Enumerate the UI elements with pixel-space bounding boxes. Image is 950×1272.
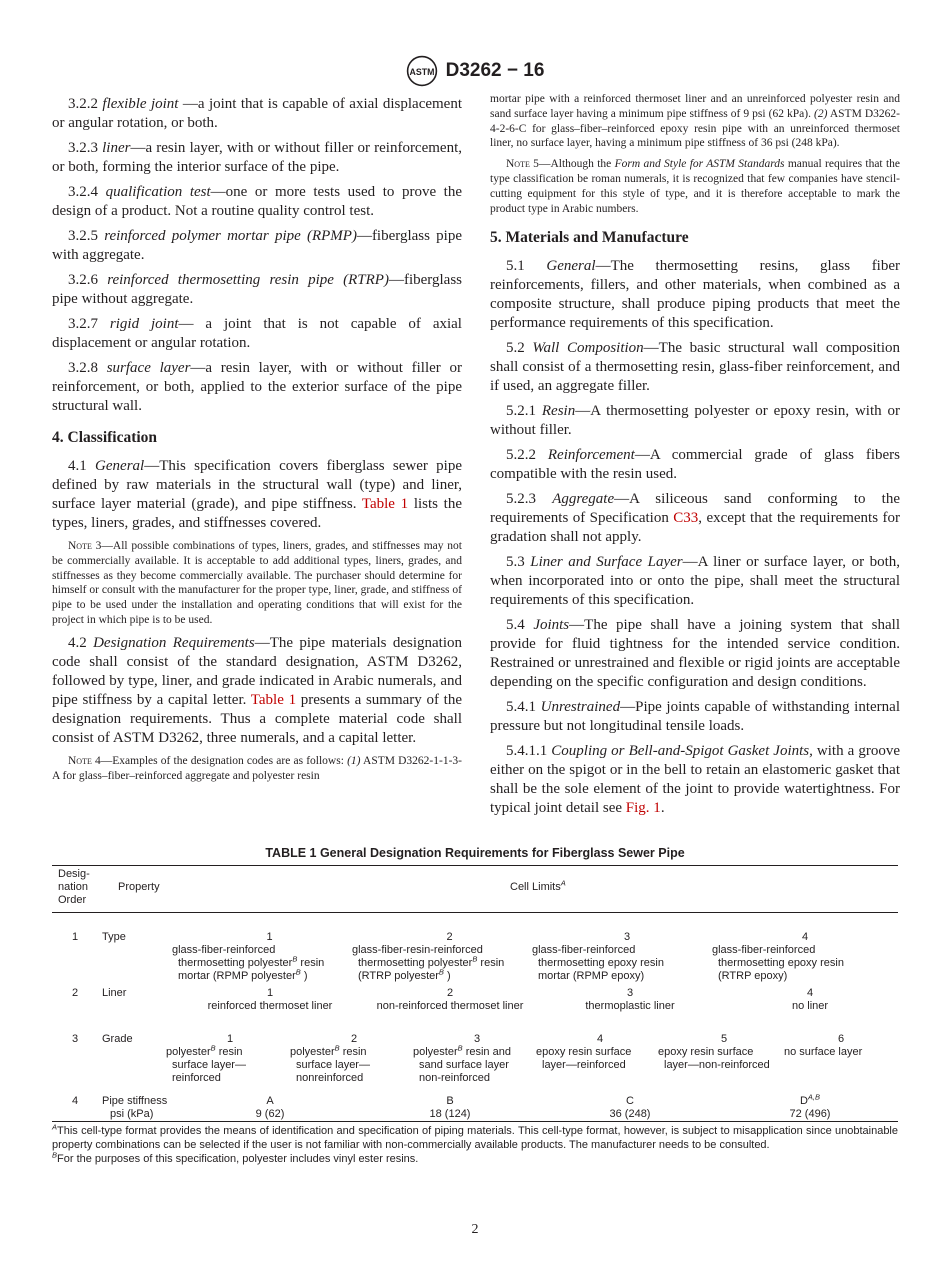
row-liner-order: 2 xyxy=(72,987,79,999)
stiffness-cell-a: A 9 (62) xyxy=(255,1095,285,1120)
type-cell-4: 4 glass-fiber-reinforced thermosetting epoxy resin (RTRP epoxy) xyxy=(712,931,844,982)
row-type-order: 1 xyxy=(72,931,79,943)
c33-link[interactable]: C33 xyxy=(673,510,699,527)
para-3-2-8: 3.2.8 surface layer—a resin layer, with or without filler or reinforcement, or both, applied to the exterior surface of the pipe structural wall. xyxy=(52,360,463,414)
astm-logo-icon xyxy=(406,55,438,87)
para-3-2-4: 3.2.4 qualification test—one or more tests used to prove the design of a product. Not a routine quality control test. xyxy=(52,184,463,219)
table-1-link[interactable]: Table 1 xyxy=(250,691,297,708)
para-3-2-7: 3.2.7 rigid joint— a joint that is not capable of axial displacement or angular rotation. xyxy=(52,316,462,351)
table-1 xyxy=(52,846,898,1166)
row-type-property: Type xyxy=(102,931,126,943)
para-3-2-2: 3.2.2 flexible joint —a joint that is capable of axial displacement or angular rotation, or both. xyxy=(52,96,462,131)
para-5-3: 5.3 Liner and Surface Layer—A liner or surface layer, or both, when incorporated into or onto the pipe, shall meet the structural requirements of this specification. xyxy=(490,554,900,609)
liner-cell-1: 1 reinforced thermoset liner xyxy=(207,987,333,1012)
para-3-2-3: 3.2.3 liner—a resin layer, with or without filler or reinforcement, or both, forming the interior surface of the pipe. xyxy=(52,140,462,175)
header-designation-order: Desig- nation Order xyxy=(58,868,90,906)
table-footnotes xyxy=(52,1122,898,1166)
note-4-continued: mortar pipe with a reinforced thermoset liner and an unreinforced polyester resin and sand surface layer having a minimum pipe stiffness of 9 psi (62 kPa). (2) ASTM D3262-4-2-6-C for glass–fiber–reinforced epoxy resin pipe with an unreinforced thermoset liner, no surface layer, having a minimum pipe stiffness of 36 psi (248 kPa). xyxy=(490,93,900,150)
footnote-a: $^A$This cell-type format provides the means of identification and specification of piping materials. This cell-type format, however, is subject to misapplication since unobtainable property combinations can be selected if the user is not familiar with non-commercially available products. The manufacturer needs to be consulted. xyxy=(52,1122,898,1151)
type-cell-1: 1 glass-fiber-reinforced thermosetting polyester$^B$ resin mortar (RPMP polyester$^B$ ) xyxy=(172,931,325,982)
table-title: TABLE 1 General Designation Requirements for Fiberglass Sewer Pipe xyxy=(265,846,685,860)
page-header xyxy=(0,55,950,87)
liner-cell-3: 3 thermoplastic liner xyxy=(585,987,675,1012)
stiffness-cell-b: B 18 (124) xyxy=(429,1095,471,1120)
liner-cell-4: 4 no liner xyxy=(791,987,829,1012)
svg-text:ASTM: ASTM xyxy=(409,67,435,77)
row-grade-order: 3 xyxy=(72,1033,79,1045)
note-5: Note 5—Although the Form and Style for ASTM Standards manual requires that the type classification be roman numerals, it is recognized that few companies have stencil-cutting equipment for this style of type, and it is therefore acceptable to mark the product type in Arabic numbers. xyxy=(490,158,900,215)
para-5-4: 5.4 Joints—The pipe shall have a joining system that shall provide for fluid tightness for the intended service condition. Restrained or unrestrained and flexible or rigid joints are acceptable depending on the specific configuration and design conditions. xyxy=(490,617,901,691)
para-5-2: 5.2 Wall Composition—The basic structural wall composition shall consist of a thermosetting resin, glass-fiber reinforcement, and if used, an aggregate filler. xyxy=(490,340,901,395)
para-5-2-2: 5.2.2 Reinforcement—A commercial grade of glass fibers compatible with the resin used. xyxy=(490,447,900,483)
section-5-heading: 5. Materials and Manufacture xyxy=(490,229,689,247)
para-3-2-6: 3.2.6 reinforced thermosetting resin pipe (RTRP)—fiberglass pipe without aggregate. xyxy=(52,272,463,307)
table-body xyxy=(52,913,898,1121)
row-grade-property: Grade xyxy=(102,1033,133,1045)
table-1-link[interactable]: Table 1 xyxy=(361,496,409,512)
page-number: 2 xyxy=(471,1222,479,1237)
para-5-4-1: 5.4.1 Unrestrained—Pipe joints capable of withstanding internal pressure but not longitudinal tensile loads. xyxy=(490,699,900,735)
para-5-2-1: 5.2.1 Resin—A thermosetting polyester or epoxy resin, with or without filler. xyxy=(490,403,900,439)
note-4: Note 4—Examples of the designation codes are as follows: (1) ASTM D3262-1-1-3-A for glass–fiber–reinforced aggregate and polyester resin xyxy=(52,754,462,782)
para-4-2: 4.2 Designation Requirements—The pipe materials designation code shall consist of the standard designation, ASTM D3262, followed by type, liner, and grade indicated in Arabic numerals, and pipe stiffness by a capital letter. Table 1 presents a summary of the designation requirements. Thus a complete material code shall consist of ASTM D3262, three numerals, and a capital letter. xyxy=(52,634,462,746)
header-cell-limits: Cell Limits$^A$ xyxy=(510,878,566,893)
stiffness-cell-c: C 36 (248) xyxy=(609,1095,651,1120)
para-5-2-3: 5.2.3 Aggregate—A siliceous sand conforming to the requirements of Specification C33, except that the requirements for gradation shall not apply. xyxy=(490,491,901,546)
fig-1-link[interactable]: Fig. 1 xyxy=(625,800,661,817)
grade-cell-5: 5 epoxy resin surface layer—non-reinforced xyxy=(658,1033,770,1071)
note-3: Note 3—All possible combinations of types, liners, grades, and stiffnesses may not be commercially available. It is acceptable to add additional types, liners, grades, and stiffnesses as they become commercially available. The purchaser should determine for himself or consult with the manufacturer for the proper type, liner, grade, and stiffness of pipe to be used under the installation and operating conditions that will exist for the project in which pipe is to be used. xyxy=(52,540,463,626)
document-designation: D3262 − 16 xyxy=(445,60,545,81)
row-stiffness-order: 4 xyxy=(72,1095,79,1107)
section-4-heading: 4. Classification xyxy=(52,429,158,446)
right-column xyxy=(490,92,900,824)
para-3-2-5: 3.2.5 reinforced polymer mortar pipe (RPMP)—fiberglass pipe with aggregate. xyxy=(52,228,462,263)
header-property: Property xyxy=(118,881,160,893)
grade-cell-2: 2 polyester$^B$ resin surface layer— nonreinforced xyxy=(290,1033,370,1084)
type-cell-3: 3 glass-fiber-reinforced thermosetting epoxy resin mortar (RPMP epoxy) xyxy=(532,931,664,982)
footnote-b: $^B$For the purposes of this specification, polyester includes vinyl ester resins. xyxy=(52,1150,419,1165)
para-4-1: 4.1 General—This specification covers fiberglass sewer pipe defined by raw materials in the structural wall (type) and liner, surface layer material (grade), and pipe stiffness. Table 1 lists the types, liners, grades, and stiffnesses covered. xyxy=(52,458,462,531)
type-cell-2: 2 glass-fiber-resin-reinforced thermosetting polyester$^B$ resin (RTRP polyester$^B$ ) xyxy=(352,931,505,982)
grade-cell-3: 3 polyester$^B$ resin and sand surface layer non-reinforced xyxy=(413,1033,511,1084)
row-stiffness-property: Pipe stiffness psi (kPa) xyxy=(102,1095,168,1120)
grade-cell-4: 4 epoxy resin surface layer—reinforced xyxy=(536,1033,632,1071)
grade-cell-1: 1 polyester$^B$ resin surface layer— reinforced xyxy=(166,1033,246,1084)
para-5-4-1-1: 5.4.1.1 Coupling or Bell-and-Spigot Gasket Joints, with a groove either on the spigot or in the bell to retain an elastomeric gasket that shall be the sole element of the joint to provide watertightness. For typical joint detail see Fig. 1. xyxy=(490,743,900,817)
table-header xyxy=(52,866,898,912)
grade-cell-6: 6 no surface layer xyxy=(784,1033,863,1058)
liner-cell-2: 2 non-reinforced thermoset liner xyxy=(376,987,524,1012)
left-column xyxy=(52,95,462,789)
stiffness-cell-d: $D^{A,B}$ 72 (496) xyxy=(789,1092,831,1120)
para-5-1: 5.1 General—The thermosetting resins, glass fiber reinforcements, fillers, and other materials, when combined as a composite structure, shall produce piping products that meet the performance requirements of this specification. xyxy=(490,258,901,332)
row-liner-property: Liner xyxy=(102,987,127,999)
